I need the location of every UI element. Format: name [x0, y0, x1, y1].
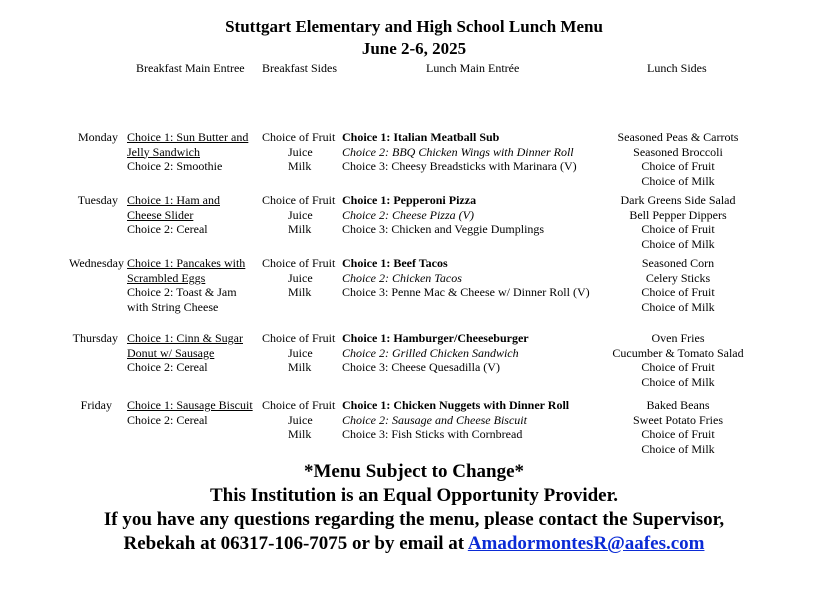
lunch-choice: Choice 1: Italian Meatball Sub	[342, 130, 500, 144]
breakfast-side: Choice of Fruit	[262, 130, 336, 144]
header-lunch-sides: Lunch Sides	[647, 61, 707, 75]
breakfast-line: Choice 2: Cereal	[127, 222, 208, 237]
lunch-side: Dark Greens Side Salad	[620, 193, 736, 207]
day-label: Monday	[78, 130, 118, 144]
breakfast-line: Donut w/ Sausage	[127, 345, 215, 360]
breakfast-line: Choice 1: Ham and	[127, 193, 220, 207]
lunch-choice: Choice 3: Cheesy Breadsticks with Marinara (V)	[342, 159, 577, 174]
header-breakfast-main: Breakfast Main Entree	[136, 61, 245, 75]
page-title: Stuttgart Elementary and High School Lunch Menu	[225, 17, 603, 36]
day-label: Tuesday	[77, 193, 118, 207]
lunch-choice: Choice 3: Cheese Quesadilla (V)	[342, 360, 500, 375]
lunch-side: Choice of Milk	[641, 173, 715, 188]
breakfast-side: Choice of Fruit	[262, 256, 336, 270]
breakfast-side: Juice	[288, 270, 313, 285]
supervisor-email-link[interactable]: AmadormontesR@aafes.com	[467, 533, 705, 554]
breakfast-side: Choice of Fruit	[262, 193, 336, 207]
contact-line	[0, 532, 828, 556]
contact-phone-text: Rebekah at 06317-106-7075 or by email at	[123, 533, 468, 554]
breakfast-line: Cheese Slider	[127, 207, 194, 222]
lunch-side: Seasoned Corn	[641, 256, 715, 270]
breakfast-side: Milk	[288, 285, 312, 300]
lunch-side: Choice of Milk	[641, 299, 715, 314]
breakfast-side: Milk	[288, 427, 312, 442]
breakfast-side: Milk	[288, 222, 312, 237]
breakfast-line: Choice 1: Cinn & Sugar	[127, 331, 243, 345]
breakfast-side: Juice	[288, 144, 313, 159]
lunch-choice: Choice 1: Pepperoni Pizza	[342, 193, 477, 207]
breakfast-line: with String Cheese	[127, 299, 219, 314]
header-breakfast-sides: Breakfast Sides	[262, 61, 337, 75]
lunch-choice: Choice 1: Beef Tacos	[342, 256, 448, 270]
breakfast-line: Choice 2: Cereal	[127, 360, 208, 375]
lunch-side: Choice of Milk	[641, 374, 715, 389]
day-label: Friday	[80, 398, 112, 412]
breakfast-line: Choice 2: Cereal	[127, 412, 208, 427]
lunch-choice: Choice 2: Sausage and Cheese Biscuit	[342, 412, 527, 427]
breakfast-side: Milk	[288, 360, 312, 375]
lunch-choice: Choice 3: Fish Sticks with Cornbread	[342, 427, 523, 442]
lunch-choice: Choice 1: Chicken Nuggets with Dinner Roll	[342, 398, 570, 412]
lunch-side: Choice of Fruit	[641, 222, 715, 237]
menu-date-range: June 2-6, 2025	[361, 39, 467, 58]
lunch-side: Celery Sticks	[645, 270, 711, 285]
lunch-side: Bell Pepper Dippers	[629, 207, 727, 222]
lunch-side: Oven Fries	[651, 331, 705, 345]
lunch-choice: Choice 2: Chicken Tacos	[342, 270, 462, 285]
lunch-side: Choice of Fruit	[641, 427, 715, 442]
breakfast-side: Choice of Fruit	[262, 331, 336, 345]
day-label: Wednesday	[68, 256, 124, 270]
lunch-choice: Choice 3: Chicken and Veggie Dumplings	[342, 222, 545, 237]
lunch-side: Choice of Milk	[641, 441, 715, 456]
breakfast-side: Juice	[288, 207, 313, 222]
breakfast-line: Jelly Sandwich	[127, 144, 200, 159]
breakfast-side: Juice	[288, 345, 313, 360]
breakfast-line: Choice 1: Sausage Biscuit	[127, 398, 253, 412]
breakfast-side: Juice	[288, 412, 313, 427]
lunch-side: Choice of Milk	[641, 236, 715, 251]
menu-change-notice: *Menu Subject to Change*	[303, 461, 525, 482]
breakfast-side: Choice of Fruit	[262, 398, 336, 412]
lunch-choice: Choice 2: Cheese Pizza (V)	[342, 207, 474, 222]
contact-notice: If you have any questions regarding the menu, please contact the Supervisor,	[103, 509, 725, 530]
lunch-choice: Choice 2: Grilled Chicken Sandwich	[342, 345, 519, 360]
lunch-side: Seasoned Broccoli	[633, 144, 723, 159]
breakfast-line: Choice 2: Toast & Jam	[127, 285, 237, 300]
breakfast-line: Choice 2: Smoothie	[127, 159, 223, 174]
header-lunch-main: Lunch Main Entrée	[426, 61, 520, 75]
lunch-choice: Choice 2: BBQ Chicken Wings with Dinner Roll	[342, 144, 574, 159]
equal-opportunity-notice: This Institution is an Equal Opportunity Provider.	[209, 485, 619, 506]
lunch-choice: Choice 3: Penne Mac & Cheese w/ Dinner Roll (V)	[342, 285, 590, 300]
breakfast-line: Scrambled Eggs	[127, 270, 206, 285]
day-label: Thursday	[72, 331, 118, 345]
lunch-side: Choice of Fruit	[641, 159, 715, 174]
lunch-choice: Choice 1: Hamburger/Cheeseburger	[342, 331, 529, 345]
lunch-side: Seasoned Peas & Carrots	[617, 130, 739, 144]
breakfast-line: Choice 1: Sun Butter and	[127, 130, 249, 144]
lunch-side: Choice of Fruit	[641, 360, 715, 375]
breakfast-side: Milk	[288, 159, 312, 174]
breakfast-line: Choice 1: Pancakes with	[127, 256, 246, 270]
lunch-side: Cucumber & Tomato Salad	[612, 345, 744, 360]
lunch-side: Sweet Potato Fries	[633, 412, 723, 427]
lunch-side: Choice of Fruit	[641, 285, 715, 300]
lunch-side: Baked Beans	[646, 398, 710, 412]
